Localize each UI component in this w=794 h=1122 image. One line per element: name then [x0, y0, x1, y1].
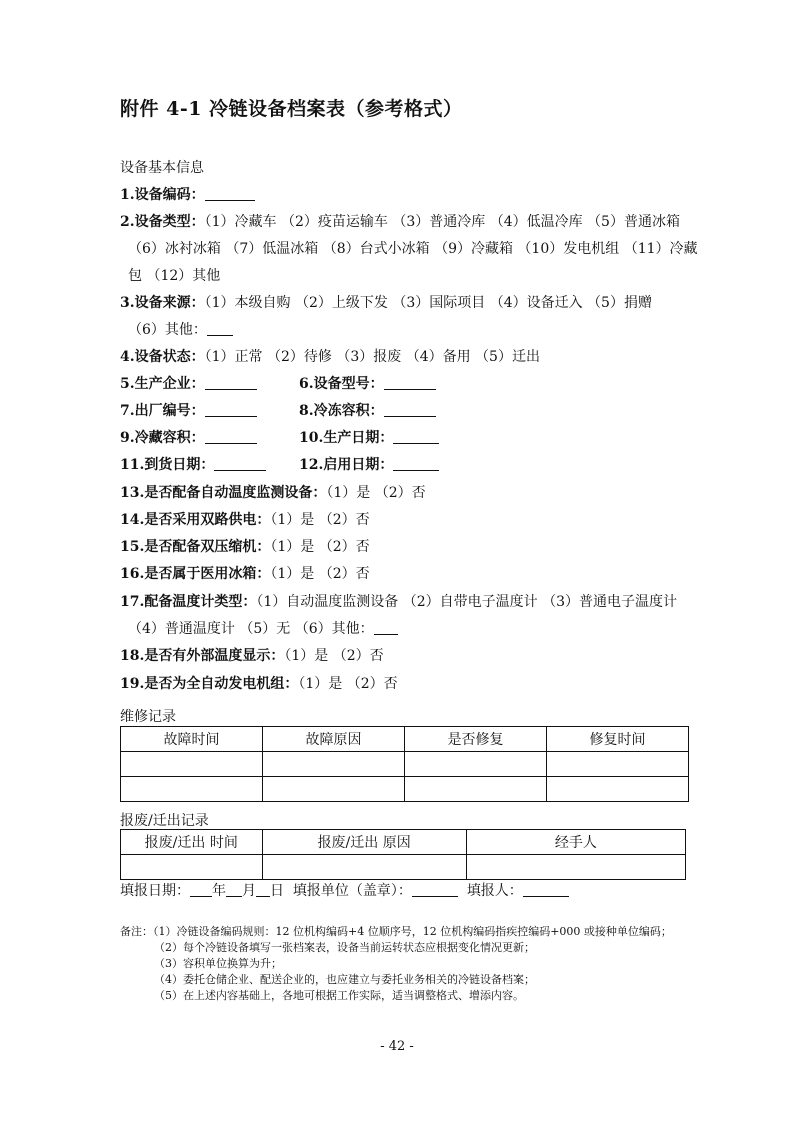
- field-label: 5.生产企业：: [120, 376, 205, 392]
- field-dual-power: [120, 509, 370, 529]
- blank-line[interactable]: [393, 456, 439, 471]
- field-auto-temp-monitor: [120, 482, 426, 502]
- blank-line[interactable]: [393, 429, 439, 444]
- field-options: （1）是 （2）否: [270, 512, 370, 528]
- field-label: 15.是否配备双压缩机：: [120, 539, 271, 555]
- table-cell[interactable]: [547, 777, 689, 802]
- field-external-display: [120, 645, 384, 665]
- month-label: 月: [242, 883, 256, 899]
- field-label: 9.冷藏容积：: [120, 430, 205, 446]
- fill-unit-label: 填报单位（盖章）：: [292, 883, 412, 899]
- field-label: 2.设备类型：: [120, 214, 205, 230]
- field-device-source-cont: [128, 319, 233, 339]
- table-cell[interactable]: [121, 855, 263, 880]
- field-options: （1）是 （2）否: [326, 485, 426, 501]
- table-cell[interactable]: [263, 752, 405, 777]
- table-header-row: [121, 727, 689, 752]
- table-header-cell: 报废/迁出 时间: [121, 830, 263, 855]
- fill-person-label: 填报人：: [466, 883, 523, 899]
- field-label: 3.设备来源：: [120, 295, 205, 311]
- field-arrival-date: [120, 454, 266, 474]
- table-cell[interactable]: [263, 777, 405, 802]
- field-label: 17.配备温度计类型：: [120, 594, 257, 610]
- field-options: （1）是 （2）否: [270, 566, 370, 582]
- table-row: [121, 777, 689, 802]
- field-start-date: [299, 454, 439, 474]
- blank-line[interactable]: [374, 620, 398, 635]
- field-device-status: [120, 346, 540, 366]
- blank-line[interactable]: [256, 882, 270, 897]
- field-label: 13.是否配备自动温度监测设备：: [120, 485, 327, 501]
- blank-line[interactable]: [226, 882, 242, 897]
- notes: [120, 924, 672, 1004]
- blank-line[interactable]: [207, 321, 233, 336]
- note-line: （4）委托仓储企业、配送企业的，也应建立与委托业务相关的冷链设备档案；: [154, 973, 535, 986]
- table-header-cell: 是否修复: [405, 727, 547, 752]
- note-line: （5）在上述内容基础上，各地可根据工作实际，适当调整格式、增添内容。: [154, 989, 524, 1002]
- repair-table-title: 维修记录: [120, 709, 176, 725]
- table-header-cell: 故障原因: [263, 727, 405, 752]
- field-device-type: [120, 211, 680, 231]
- blank-line[interactable]: [523, 882, 569, 897]
- scrap-table: [120, 829, 686, 880]
- page-title: 附件 4-1 冷链设备档案表（参考格式）: [120, 98, 463, 120]
- table-cell[interactable]: [405, 752, 547, 777]
- field-label: 4.设备状态：: [120, 349, 205, 365]
- field-label: 6.设备型号：: [299, 376, 384, 392]
- field-thermometer-type: [120, 591, 677, 611]
- table-row: [121, 855, 686, 880]
- blank-line[interactable]: [205, 375, 257, 390]
- field-production-date: [299, 427, 439, 447]
- table-header-row: [121, 830, 686, 855]
- field-label: 8.冷冻容积：: [299, 403, 384, 419]
- blank-line[interactable]: [384, 375, 436, 390]
- blank-line[interactable]: [190, 882, 212, 897]
- field-auto-generator: [120, 673, 398, 693]
- field-label: 1.设备编码：: [120, 187, 205, 203]
- repair-table: [120, 726, 689, 802]
- table-cell[interactable]: [466, 855, 685, 880]
- field-label: 12.启用日期：: [299, 457, 394, 473]
- field-options: （4）普通温度计 （5）无 （6）其他：: [128, 621, 374, 637]
- blank-line[interactable]: [205, 186, 255, 201]
- field-options: （1）自动温度监测设备 （2）自带电子温度计 （3）普通电子温度计: [256, 594, 677, 610]
- blank-line[interactable]: [384, 402, 436, 417]
- table-cell[interactable]: [547, 752, 689, 777]
- note-line: （3）容积单位换算为升；: [154, 957, 282, 970]
- fill-date-label: 填报日期：: [120, 883, 190, 899]
- field-freezer-volume: [299, 400, 436, 420]
- field-dual-compressor: [120, 536, 370, 556]
- blank-line[interactable]: [205, 402, 257, 417]
- field-device-type-cont: 包 （12）其他: [128, 268, 221, 284]
- field-device-source: [120, 292, 652, 312]
- field-label: 18.是否有外部温度显示：: [120, 648, 285, 664]
- note-line: （2）每个冷链设备填写一张档案表，设备当前运转状态应根据变化情况更新；: [154, 941, 535, 954]
- blank-line[interactable]: [412, 882, 458, 897]
- field-label: 7.出厂编号：: [120, 403, 205, 419]
- scrap-table-title: 报废/迁出记录: [120, 813, 209, 829]
- field-label: 10.生产日期：: [299, 430, 394, 446]
- table-cell[interactable]: [262, 855, 466, 880]
- field-options: （6）其他：: [128, 322, 207, 338]
- field-device-type-cont: （6）冰衬冰箱 （7）低温冰箱 （8）台式小冰箱 （9）冷藏箱 （10）发电机组 （11）冷藏: [128, 241, 698, 257]
- field-options: （1）正常 （2）待修 （3）报废 （4）备用 （5）迁出: [204, 349, 540, 365]
- field-options: （1）本级自购 （2）上级下发 （3）国际项目 （4）设备迁入 （5）捐赠: [204, 295, 652, 311]
- field-device-code: [120, 184, 255, 204]
- field-label: 19.是否为全自动发电机组：: [120, 676, 299, 692]
- field-options: （1）是 （2）否: [284, 648, 384, 664]
- year-label: 年: [212, 883, 226, 899]
- table-cell[interactable]: [121, 752, 263, 777]
- table-row: [121, 752, 689, 777]
- blank-line[interactable]: [214, 456, 266, 471]
- table-header-cell: 故障时间: [121, 727, 263, 752]
- field-label: 11.到货日期：: [120, 457, 215, 473]
- field-manufacturer: [120, 373, 257, 393]
- page-number: - 42 -: [380, 1039, 414, 1054]
- field-options: （1）冷藏车 （2）疫苗运输车 （3）普通冷库 （4）低温冷库 （5）普通冰箱: [204, 214, 680, 230]
- table-header-cell: 修复时间: [547, 727, 689, 752]
- fill-info-line: [120, 880, 569, 900]
- field-label: 16.是否属于医用冰箱：: [120, 566, 271, 582]
- field-options: （1）是 （2）否: [270, 539, 370, 555]
- table-cell[interactable]: [405, 777, 547, 802]
- field-model: [299, 373, 436, 393]
- basic-info-heading: 设备基本信息: [120, 160, 204, 176]
- day-label: 日: [270, 883, 284, 899]
- blank-line[interactable]: [205, 429, 257, 444]
- note-line: 备注：（1）冷链设备编码规则：12 位机构编码+4 位顺序号，12 位机构编码指疾控编码+000 或接种单位编码；: [120, 925, 672, 938]
- field-label: 14.是否采用双路供电：: [120, 512, 271, 528]
- table-cell[interactable]: [121, 777, 263, 802]
- table-header-cell: 经手人: [466, 830, 685, 855]
- field-fridge-volume: [120, 427, 257, 447]
- field-medical-fridge: [120, 563, 370, 583]
- field-serial-number: [120, 400, 257, 420]
- field-thermometer-type-cont: [128, 618, 398, 638]
- field-options: （1）是 （2）否: [298, 676, 398, 692]
- table-header-cell: 报废/迁出 原因: [262, 830, 466, 855]
